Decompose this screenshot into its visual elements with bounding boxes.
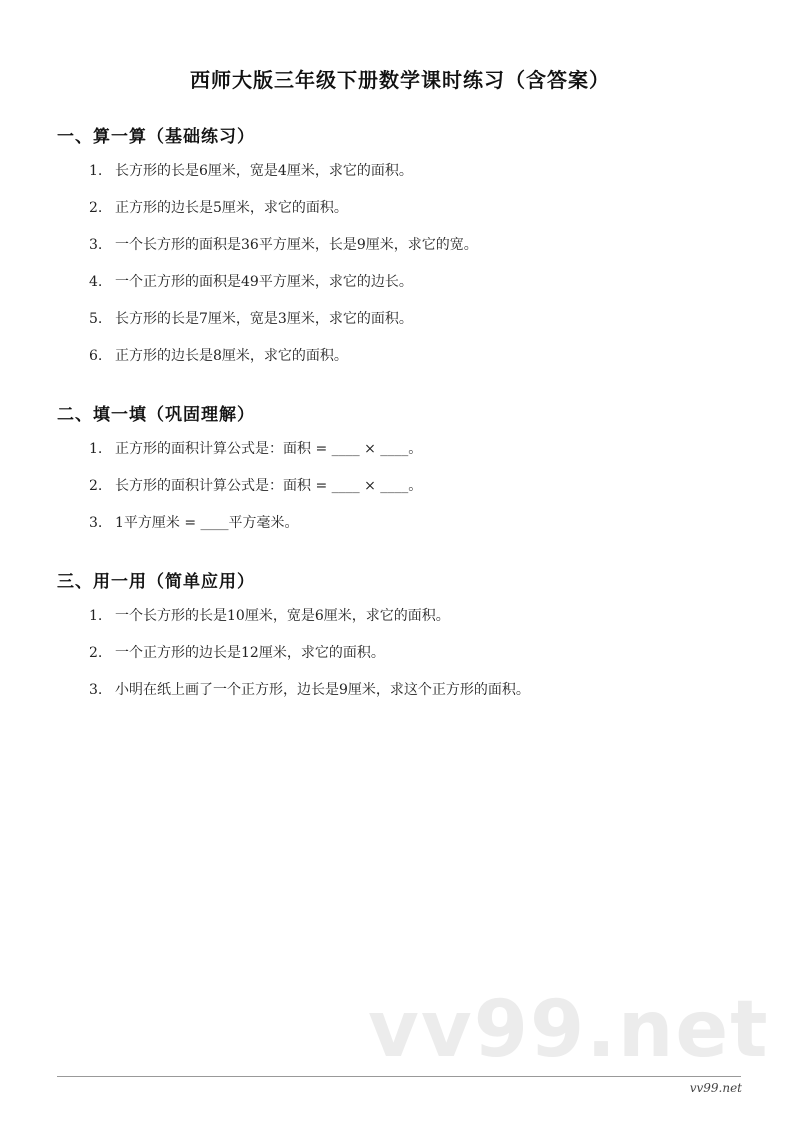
question-item <box>89 439 757 459</box>
question-number: 2. <box>89 200 103 216</box>
footer-site-text: vv99.net <box>689 1081 742 1095</box>
section-heading: 三、用一用（简单应用） <box>57 572 255 592</box>
question-number: 2. <box>89 645 103 661</box>
question-item <box>89 161 757 181</box>
section-application <box>57 567 757 717</box>
question-number: 4. <box>89 274 103 290</box>
question-item <box>89 346 757 366</box>
question-item <box>89 606 757 626</box>
question-number: 1. <box>89 441 103 457</box>
question-text: 一个长方形的面积是36平方厘米，长是9厘米，求它的宽。 <box>115 237 478 253</box>
question-number: 3. <box>89 237 103 253</box>
question-number: 6. <box>89 348 103 364</box>
question-text: 一个正方形的边长是12厘米，求它的面积。 <box>115 645 385 661</box>
section-fill-in <box>57 400 757 550</box>
section-heading: 一、算一算（基础练习） <box>57 127 255 147</box>
question-item <box>89 309 757 329</box>
question-text: 一个长方形的长是10厘米，宽是6厘米，求它的面积。 <box>115 608 450 624</box>
question-item <box>89 235 757 255</box>
watermark: vv99.net <box>368 985 770 1075</box>
question-number: 5. <box>89 311 103 327</box>
question-item <box>89 680 757 700</box>
question-number: 2. <box>89 478 103 494</box>
question-item <box>89 476 757 496</box>
question-text: 小明在纸上画了一个正方形，边长是9厘米，求这个正方形的面积。 <box>115 682 530 698</box>
question-text: 1平方厘米 = ____平方毫米。 <box>115 515 299 531</box>
question-text: 长方形的长是6厘米，宽是4厘米，求它的面积。 <box>115 163 413 179</box>
question-text: 正方形的边长是8厘米，求它的面积。 <box>115 348 348 364</box>
question-item <box>89 198 757 218</box>
question-text: 正方形的面积计算公式是：面积 = ____ × ____。 <box>115 441 423 457</box>
question-number: 3. <box>89 682 103 698</box>
question-text: 长方形的长是7厘米，宽是3厘米，求它的面积。 <box>115 311 413 327</box>
question-text: 一个正方形的面积是49平方厘米，求它的边长。 <box>115 274 413 290</box>
question-number: 1. <box>89 608 103 624</box>
question-text: 长方形的面积计算公式是：面积 = ____ × ____。 <box>115 478 423 494</box>
question-item <box>89 513 757 533</box>
question-number: 1. <box>89 163 103 179</box>
question-text: 正方形的边长是5厘米，求它的面积。 <box>115 200 348 216</box>
question-list <box>57 439 757 533</box>
footer-divider <box>57 1076 741 1077</box>
question-number: 3. <box>89 515 103 531</box>
page-title: 西师大版三年级下册数学课时练习（含答案） <box>190 68 610 92</box>
question-item <box>89 272 757 292</box>
section-heading: 二、填一填（巩固理解） <box>57 405 255 425</box>
question-list <box>57 161 757 366</box>
section-basic-practice <box>57 122 757 383</box>
question-item <box>89 643 757 663</box>
question-list <box>57 606 757 700</box>
